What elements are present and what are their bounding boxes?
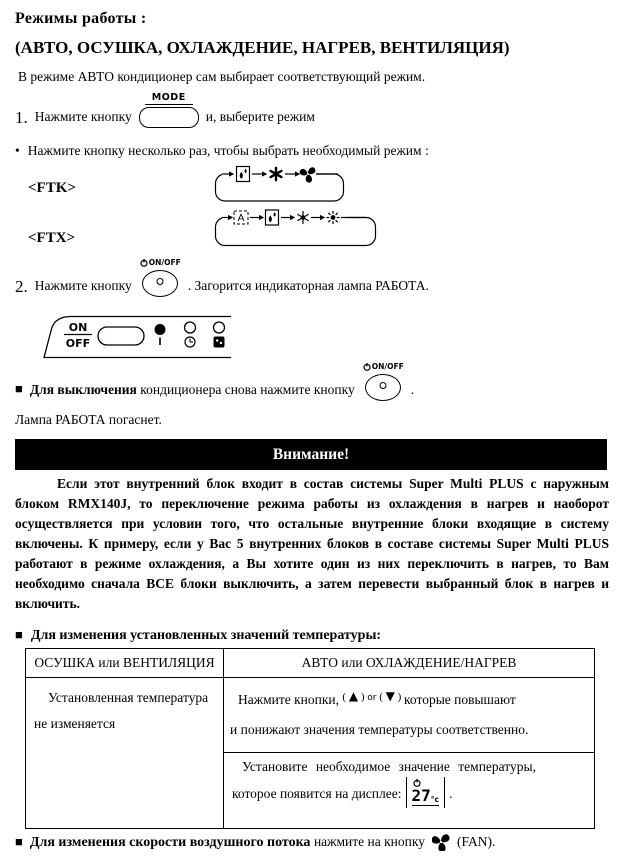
set-display-line2: которое появится на дисплее: xyxy=(232,786,402,801)
onoff-button-dot xyxy=(379,382,386,389)
step-1 xyxy=(15,92,315,128)
panel-off-label: OFF xyxy=(65,337,91,350)
display-value: 27 xyxy=(411,786,431,805)
down-arrow-icon: ▼ xyxy=(385,689,395,703)
mode-button-shape xyxy=(139,107,199,128)
temperature-table xyxy=(25,648,595,829)
turn-off-period: . xyxy=(410,382,415,397)
square-bullet: ■ xyxy=(15,381,23,396)
auto-mode-icon xyxy=(234,211,248,224)
panel-on-label: ON xyxy=(68,321,88,334)
page-title: Режимы работы : xyxy=(15,10,147,27)
onoff-button-label xyxy=(139,258,181,268)
paren: ) xyxy=(397,691,402,703)
dry-mode-icon xyxy=(237,167,250,182)
turn-off-rest: кондиционера снова нажмите кнопку xyxy=(140,382,355,397)
step-2-number: 2. xyxy=(15,277,28,296)
ftx-label: <FTX> xyxy=(28,230,76,246)
power-icon xyxy=(139,258,149,268)
mode-button xyxy=(139,92,199,128)
table-header-auto-cool-heat: АВТО или ОХЛАЖДЕНИЕ/НАГРЕВ xyxy=(224,649,594,678)
bullet-marker: • xyxy=(15,143,20,158)
ftk-label: <FTK> xyxy=(28,180,76,196)
step-2-text-after: . Загорится индикаторная лампа РАБОТА. xyxy=(187,278,429,293)
square-bullet: ■ xyxy=(15,834,23,849)
display-digits xyxy=(412,788,439,806)
press-buttons-before: Нажмите кнопки, xyxy=(238,692,340,707)
ftx-mode-cycle-diagram xyxy=(212,207,382,251)
onoff-button xyxy=(139,258,181,297)
operation-lamp-icon xyxy=(155,324,166,345)
press-buttons-line2: и понижают значения температуры соответственно. xyxy=(230,722,529,737)
square-bullet: ■ xyxy=(15,627,23,642)
turn-off-bold: Для выключения xyxy=(29,382,137,397)
paren: ( xyxy=(379,691,383,703)
power-icon xyxy=(362,362,372,372)
trailing-period: . xyxy=(448,786,453,801)
set-temp-line2: не изменяется xyxy=(34,716,116,731)
onoff-label-text: ON/OFF xyxy=(148,258,181,268)
modes-subtitle: (АВТО, ОСУШКА, ОХЛАЖДЕНИЕ, НАГРЕВ, ВЕНТИЛЯЦИЯ) xyxy=(15,38,510,57)
set-temp-line1: Установленная температура xyxy=(48,690,209,705)
ftk-mode-cycle-diagram xyxy=(212,164,352,206)
mode-button-label: MODE xyxy=(145,92,193,105)
mode-select-bullet xyxy=(15,143,429,159)
up-arrow-icon: ▲ xyxy=(348,689,359,703)
table-cell-press-buttons xyxy=(224,678,594,753)
warning-banner xyxy=(15,439,607,470)
step-1-text-before: Нажмите кнопку xyxy=(34,109,132,124)
dry-lamp-icon xyxy=(214,322,225,348)
step-2-text-before: Нажмите кнопку xyxy=(34,278,132,293)
warning-paragraph: Если этот внутренний блок входит в состав системы Super Multi PLUS с наружным блоком RMX140J, то переключение режима работы из охлаждения в нагрев и наоборот осуществляется при условии того, что остальные внутренние блоки входящие в систему включены. К примеру, если у Вас 5 внутренних блоков в составе системы Super Multi PLUS работают в режиме охлаждения, а Вы хотите один из них переключить в нагрев, то Вам необходимо сначала ВСЕ блоки выключить, а затем перевести выбранный блок в нагрев и включить. xyxy=(15,476,609,611)
onoff-button-shape xyxy=(142,270,178,297)
or-text: or xyxy=(367,693,377,703)
dry-mode-icon xyxy=(266,210,279,225)
intro-text: В режиме АВТО кондиционер сам выбирает соответствующий режим. xyxy=(18,69,426,84)
fan-rest: нажмите на кнопку xyxy=(313,833,425,849)
timer-lamp-icon xyxy=(185,322,196,347)
bullet-text: Нажмите кнопку несколько раз, чтобы выбрать необходимый режим : xyxy=(27,143,429,158)
temp-heading-text: Для изменения установленных значений температуры: xyxy=(30,628,382,643)
table-header-dry-fan: ОСУШКА или ВЕНТИЛЯЦИЯ xyxy=(26,649,224,678)
temperature-display xyxy=(406,777,445,808)
onoff-button xyxy=(362,362,404,401)
fan-bold: Для изменения скорости воздушного потока xyxy=(29,834,311,850)
onoff-button-label xyxy=(362,362,404,372)
table-cell-set-display xyxy=(224,753,594,828)
fan-label: (FAN). xyxy=(456,834,496,849)
paren: ( xyxy=(342,691,347,703)
display-unit: °c xyxy=(430,794,439,804)
step-1-number: 1. xyxy=(15,108,28,127)
paren: ) xyxy=(360,691,365,703)
turn-off-instruction xyxy=(15,362,414,401)
onoff-label-text: ON/OFF xyxy=(371,362,404,372)
table-cell-set-temp xyxy=(26,678,224,828)
control-panel-drawing xyxy=(38,312,233,362)
warning-title: Внимание! xyxy=(272,445,350,463)
heat-mode-icon xyxy=(327,212,339,224)
panel-onoff-switch xyxy=(98,327,144,345)
fan-button-icon xyxy=(432,833,450,851)
fan-speed-instruction xyxy=(15,833,495,851)
onoff-button-shape xyxy=(365,374,401,401)
onoff-button-dot xyxy=(156,278,163,285)
temp-section-heading xyxy=(15,627,381,644)
step-2 xyxy=(15,258,429,297)
press-buttons-after: которые повышают xyxy=(404,692,516,707)
lamp-off-text: Лампа РАБОТА погаснет. xyxy=(15,412,162,427)
up-down-buttons xyxy=(342,691,404,703)
set-display-line1: Установите необходимое значение температуры, xyxy=(242,759,536,774)
step-1-text-after: и, выберите режим xyxy=(205,109,315,124)
